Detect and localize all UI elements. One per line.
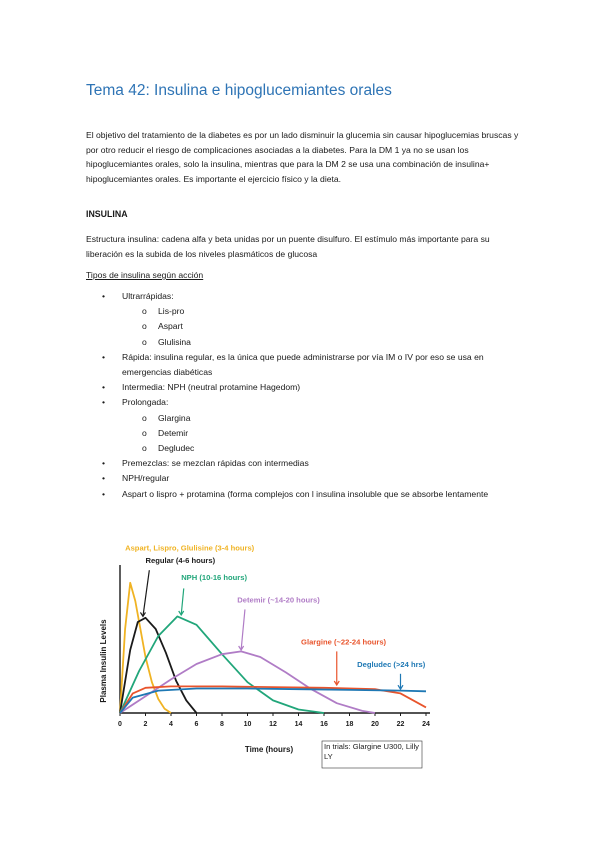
sub-list-item: [122, 304, 526, 319]
sub-list-item-text: Glulisina: [158, 336, 191, 347]
sub-list-item: [122, 426, 526, 441]
bullet-icon: •: [102, 488, 106, 499]
bullet-icon: •: [102, 473, 106, 484]
tipos-heading: Tipos de insulina según acción: [86, 270, 204, 280]
x-tick-label: 6: [194, 721, 199, 728]
list-item-text: Prolongada:: [122, 397, 169, 408]
x-tick-label: 14: [294, 721, 303, 728]
x-tick-label: 16: [320, 721, 328, 728]
series-label-3: Detemir (~14-20 hours): [237, 595, 320, 605]
sub-list-item: [122, 319, 526, 334]
insulin-types-list: [86, 289, 526, 502]
estructura-paragraph: Estructura insulina: cadena alfa y beta unidas por un puente disulfuro. El estímulo más importante para su liberación es la subida de los niveles plasmáticos de glucosa: [86, 234, 490, 259]
list-item: [86, 487, 526, 502]
sub-list-item-text: Glargina: [158, 412, 191, 423]
x-tick-label: 18: [345, 721, 354, 728]
sub-list: [122, 411, 526, 457]
list-item: [86, 456, 526, 471]
bullet-icon: •: [102, 351, 106, 362]
sub-list-item-text: Lis-pro: [158, 306, 185, 317]
x-tick-label: 8: [220, 721, 224, 728]
list-item: [86, 395, 526, 456]
annotation-container: [324, 742, 422, 768]
x-axis-label: Time (hours): [244, 745, 294, 754]
circle-bullet-icon: o: [142, 427, 147, 438]
list-item-text: NPH/regular: [122, 473, 170, 484]
list-item-text: Aspart o lispro + protamina (forma complejos con l insulina insoluble que se absorbe lentamente: [122, 488, 489, 499]
x-tick-label: 4: [169, 721, 173, 728]
y-axis-label: Plasma Insulin Levels: [99, 619, 108, 703]
series-label-5: Degludec (>24 hrs): [357, 659, 426, 669]
x-tick-label: 22: [396, 721, 405, 728]
series-label-1: Regular (4-6 hours): [145, 556, 216, 566]
sub-list-item-text: Detemir: [158, 427, 189, 438]
sub-list-item: [122, 411, 526, 426]
intro-paragraph: El objetivo del tratamiento de la diabetes es por un lado disminuir la glucemia sin causar hipoglucemias bruscas y por otro reducir el riesgo de complicaciones asociadas a la diabetes. Para la DM 1 ya no se usan los hipoglucemiantes orales, solo la insulina, mientras que para la DM 2 se usa una combinación de insulina+ hipoglucemiantes orales. Es importante el ejercicio físico y la dieta.: [86, 130, 519, 184]
list-item: [86, 350, 526, 380]
bullet-icon: •: [102, 458, 106, 469]
chart-background: [86, 543, 440, 771]
x-tick-label: 12: [269, 721, 277, 728]
list-item: [86, 289, 526, 350]
circle-bullet-icon: o: [142, 412, 147, 423]
circle-bullet-icon: o: [142, 443, 147, 454]
section-heading-insulina: INSULINA: [86, 209, 128, 219]
list-item: [86, 471, 526, 486]
circle-bullet-icon: o: [142, 306, 147, 317]
series-label-2: NPH (10-16 hours): [181, 573, 248, 582]
x-tick-label: 20: [371, 721, 379, 728]
series-label-0: Aspart, Lispro, Glulisine (3-4 hours): [125, 543, 255, 553]
sub-list-item-text: Degludec: [158, 443, 195, 454]
circle-bullet-icon: o: [142, 336, 147, 347]
list-item-text: Premezclas: se mezclan rápidas con intermedias: [122, 458, 309, 469]
list-item-text: Rápida: insulina regular, es la única que puede administrarse por vía IM o IV por eso se usa en emergencias diabéticas: [122, 351, 484, 378]
x-tick-label: 2: [143, 721, 148, 728]
insulin-profile-chart: [86, 543, 440, 771]
bullet-icon: •: [102, 382, 106, 393]
trials-annotation: In trials: Glargine U300, Lilly LY: [324, 742, 419, 761]
list-item-text: Ultrarrápidas:: [122, 291, 174, 301]
chart-svg: [86, 543, 440, 771]
circle-bullet-icon: o: [142, 321, 147, 332]
sub-list-item-text: Aspart: [158, 321, 183, 332]
sub-list: [122, 304, 526, 350]
x-tick-label: 24: [422, 721, 430, 728]
bullet-icon: •: [102, 397, 106, 408]
bullet-icon: •: [102, 291, 106, 301]
x-tick-label: 0: [118, 721, 122, 728]
list-item-text: Intermedia: NPH (neutral protamine Hagedom): [122, 382, 301, 393]
series-label-4: Glargine (~22-24 hours): [301, 637, 387, 647]
list-item: [86, 380, 526, 395]
sub-list-item: [122, 441, 526, 456]
page-title: Tema 42: Insulina e hipoglucemiantes orales: [86, 82, 392, 99]
x-tick-label: 10: [243, 721, 252, 728]
sub-list-item: [122, 335, 526, 350]
